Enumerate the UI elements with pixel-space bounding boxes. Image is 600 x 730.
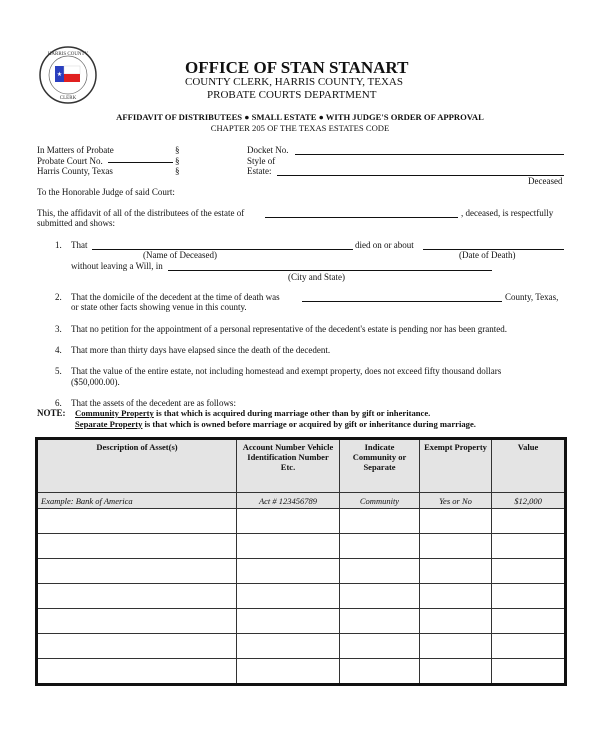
table-cell[interactable] [492,609,566,634]
item-6-text: That the assets of the decedent are as follows: [71,398,236,408]
salutation: To the Honorable Judge of said Court: [37,187,175,197]
estate-of-field[interactable] [265,217,458,218]
table-row[interactable] [37,609,566,634]
table-cell[interactable] [420,509,492,534]
intro-text: submitted and shows: [37,218,115,228]
docket-label: Docket No. [247,145,289,155]
table-cell[interactable] [420,609,492,634]
table-cell: Example: Bank of America [37,493,237,509]
table-cell[interactable] [340,659,420,685]
item-number: 1. [55,240,62,250]
table-cell[interactable] [420,534,492,559]
table-cell[interactable] [340,634,420,659]
item-number: 3. [55,324,62,334]
table-cell[interactable] [37,559,237,584]
table-cell[interactable] [492,584,566,609]
name-of-deceased-caption: (Name of Deceased) [143,250,217,260]
table-row[interactable] [37,634,566,659]
section-mark: § [175,145,180,155]
separate-property-term: Separate Property [75,419,143,429]
city-state-caption: (City and State) [288,272,345,282]
svg-text:CLERK: CLERK [59,96,77,101]
harris-county-clerk-seal [38,45,98,105]
item-2-text: That the domicile of the decedent at the time of death was [71,292,280,302]
item-number: 6. [55,398,62,408]
table-cell: $12,000 [492,493,566,509]
table-cell[interactable] [420,559,492,584]
intro-text: , deceased, is respectfully [461,208,554,218]
estate-label: Estate: [247,166,272,176]
section-mark: § [175,155,180,166]
office-title: OFFICE OF STAN STANART [185,58,409,77]
table-cell[interactable] [237,634,340,659]
item-2-text: or state other facts showing venue in this county. [71,302,247,312]
table-cell[interactable] [37,509,237,534]
table-cell[interactable] [492,634,566,659]
table-row[interactable] [37,509,566,534]
chapter-reference: CHAPTER 205 OF THE TEXAS ESTATES CODE [210,123,390,133]
table-cell[interactable] [492,559,566,584]
table-cell[interactable] [237,559,340,584]
intro-text: This, the affidavit of all of the distributees of the estate of [37,208,245,218]
name-of-deceased-field[interactable] [92,249,353,250]
item-1-text: without leaving a Will, in [71,261,163,271]
section-marks [175,145,180,177]
caption-left [37,145,114,177]
table-cell[interactable] [492,509,566,534]
table-row[interactable] [37,534,566,559]
table-cell[interactable] [237,509,340,534]
table-cell[interactable] [37,659,237,685]
table-cell[interactable] [420,659,492,685]
item-2-text: County, Texas, [505,292,559,302]
note-label: NOTE: [37,408,66,418]
community-property-note [75,408,430,418]
caption-line: Probate Court No. [37,155,103,166]
item-number: 5. [55,366,62,376]
item-1-text: died on or about [355,240,414,250]
table-cell: Act # 123456789 [237,493,340,509]
table-cell[interactable] [340,609,420,634]
caption-line: Harris County, Texas [37,166,113,176]
note-text: is that which is owned before marriage or acquired by gift or inheritance during marriage. [142,419,476,429]
item-5-text: That the value of the entire estate, not including homestead and exempt property, does not exceed fifty thousand dollars [71,366,502,376]
item-number: 2. [55,292,62,302]
table-header-row [37,439,566,493]
table-row[interactable] [37,584,566,609]
table-cell[interactable] [340,584,420,609]
style-of-label: Style of [247,155,276,166]
table-cell: Yes or No [420,493,492,509]
table-cell: Community [340,493,420,509]
assets-table [35,437,567,686]
county-field[interactable] [302,301,502,302]
department: PROBATE COURTS DEPARTMENT [207,89,377,101]
docket-field[interactable] [295,154,564,155]
table-cell[interactable] [37,584,237,609]
date-of-death-caption: (Date of Death) [459,250,516,260]
svg-text:HARRIS COUNTY: HARRIS COUNTY [47,52,89,57]
table-cell[interactable] [492,659,566,685]
item-4-text: That more than thirty days have elapsed since the death of the decedent. [71,345,331,355]
column-header: Description of Asset(s) [37,439,237,493]
item-5-text: ($50,000.00). [71,377,120,387]
note-text: is that which is acquired during marriage other than by gift or inheritance. [153,408,431,418]
item-number: 4. [55,345,62,355]
column-header: Account Number Vehicle Identification Number Etc. [237,439,340,493]
table-cell[interactable] [37,609,237,634]
table-cell[interactable] [340,534,420,559]
probate-court-field[interactable] [108,162,173,163]
deceased-label: Deceased [528,176,563,186]
city-state-field[interactable] [168,270,492,271]
table-cell[interactable] [237,659,340,685]
table-cell[interactable] [420,584,492,609]
item-1-text: That [71,240,88,250]
table-cell[interactable] [237,609,340,634]
section-mark: § [175,166,180,176]
table-cell[interactable] [37,634,237,659]
office-subtitle: COUNTY CLERK, HARRIS COUNTY, TEXAS [185,76,403,88]
table-row[interactable] [37,559,566,584]
table-cell[interactable] [237,534,340,559]
caption-line: In Matters of Probate [37,145,114,155]
form-title: AFFIDAVIT OF DISTRIBUTEES ● SMALL ESTATE ● WITH JUDGE'S ORDER OF APPROVAL [116,112,484,122]
column-header: Indicate Community or Separate [340,439,420,493]
svg-text:★: ★ [56,72,63,78]
table-cell[interactable] [237,584,340,609]
table-cell[interactable] [420,634,492,659]
table-row[interactable] [37,659,566,685]
separate-property-note [75,419,476,429]
example-row [37,493,566,509]
item-3-text: That no petition for the appointment of a personal representative of the decedent's estate is pending nor has been granted. [71,324,507,334]
community-property-term: Community Property [75,408,154,418]
column-header: Exempt Property [420,439,492,493]
table-cell[interactable] [37,534,237,559]
table-cell[interactable] [340,509,420,534]
table-cell[interactable] [492,534,566,559]
column-header: Value [492,439,566,493]
estate-field[interactable] [277,175,564,176]
table-cell[interactable] [340,559,420,584]
